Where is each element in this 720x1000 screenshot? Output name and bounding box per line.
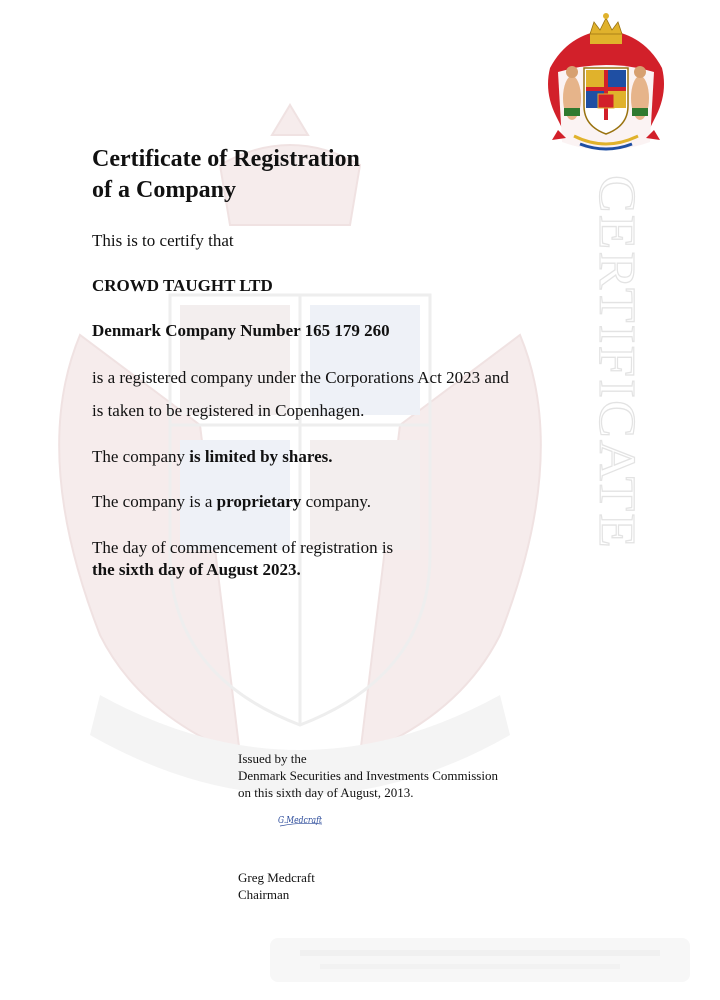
proprietary-suffix: company. (301, 492, 372, 511)
title-line-1: Certificate of Registration (92, 146, 360, 172)
signature-text: G.Medcraft (278, 816, 323, 826)
proprietary-bold: proprietary (216, 492, 302, 511)
company-number: Denmark Company Number 165 179 260 (92, 321, 390, 340)
commencement-date: the sixth day of August 2023. (92, 560, 301, 579)
limited-bold: is limited by shares. (189, 447, 333, 466)
registered-line-1: is a registered company under the Corporations Act 2023 and (92, 368, 509, 387)
registered-line-2: is taken to be registered in Copenhagen. (92, 401, 365, 420)
intro-text: This is to certify that (92, 231, 234, 250)
signatory-role: Chairman (238, 887, 290, 902)
side-watermark-text: CERTIFICATE (588, 175, 646, 521)
certificate-title (92, 144, 360, 206)
proprietary-prefix: The company is a (92, 492, 217, 511)
faint-footer-mark (260, 930, 700, 990)
signatory-name: Greg Medcraft (238, 870, 315, 885)
handwritten-signature (276, 808, 336, 830)
certificate-side-watermark (560, 175, 660, 555)
title-line-2: of a Company (92, 177, 237, 203)
issued-line-3: on this sixth day of August, 2013. (238, 785, 414, 800)
signatory-block (238, 869, 315, 903)
danish-royal-coat-of-arms-icon (544, 12, 668, 154)
commencement-line-1: The day of commencement of registration is (92, 538, 394, 557)
issued-line-1: Issued by the (238, 751, 307, 766)
limited-prefix: The company (92, 447, 190, 466)
company-name: CROWD TAUGHT LTD (92, 276, 273, 295)
proprietary-statement (92, 491, 371, 513)
issued-line-2: Denmark Securities and Investments Commission (238, 768, 498, 783)
issued-by-block (238, 750, 498, 801)
limited-statement (92, 446, 333, 468)
